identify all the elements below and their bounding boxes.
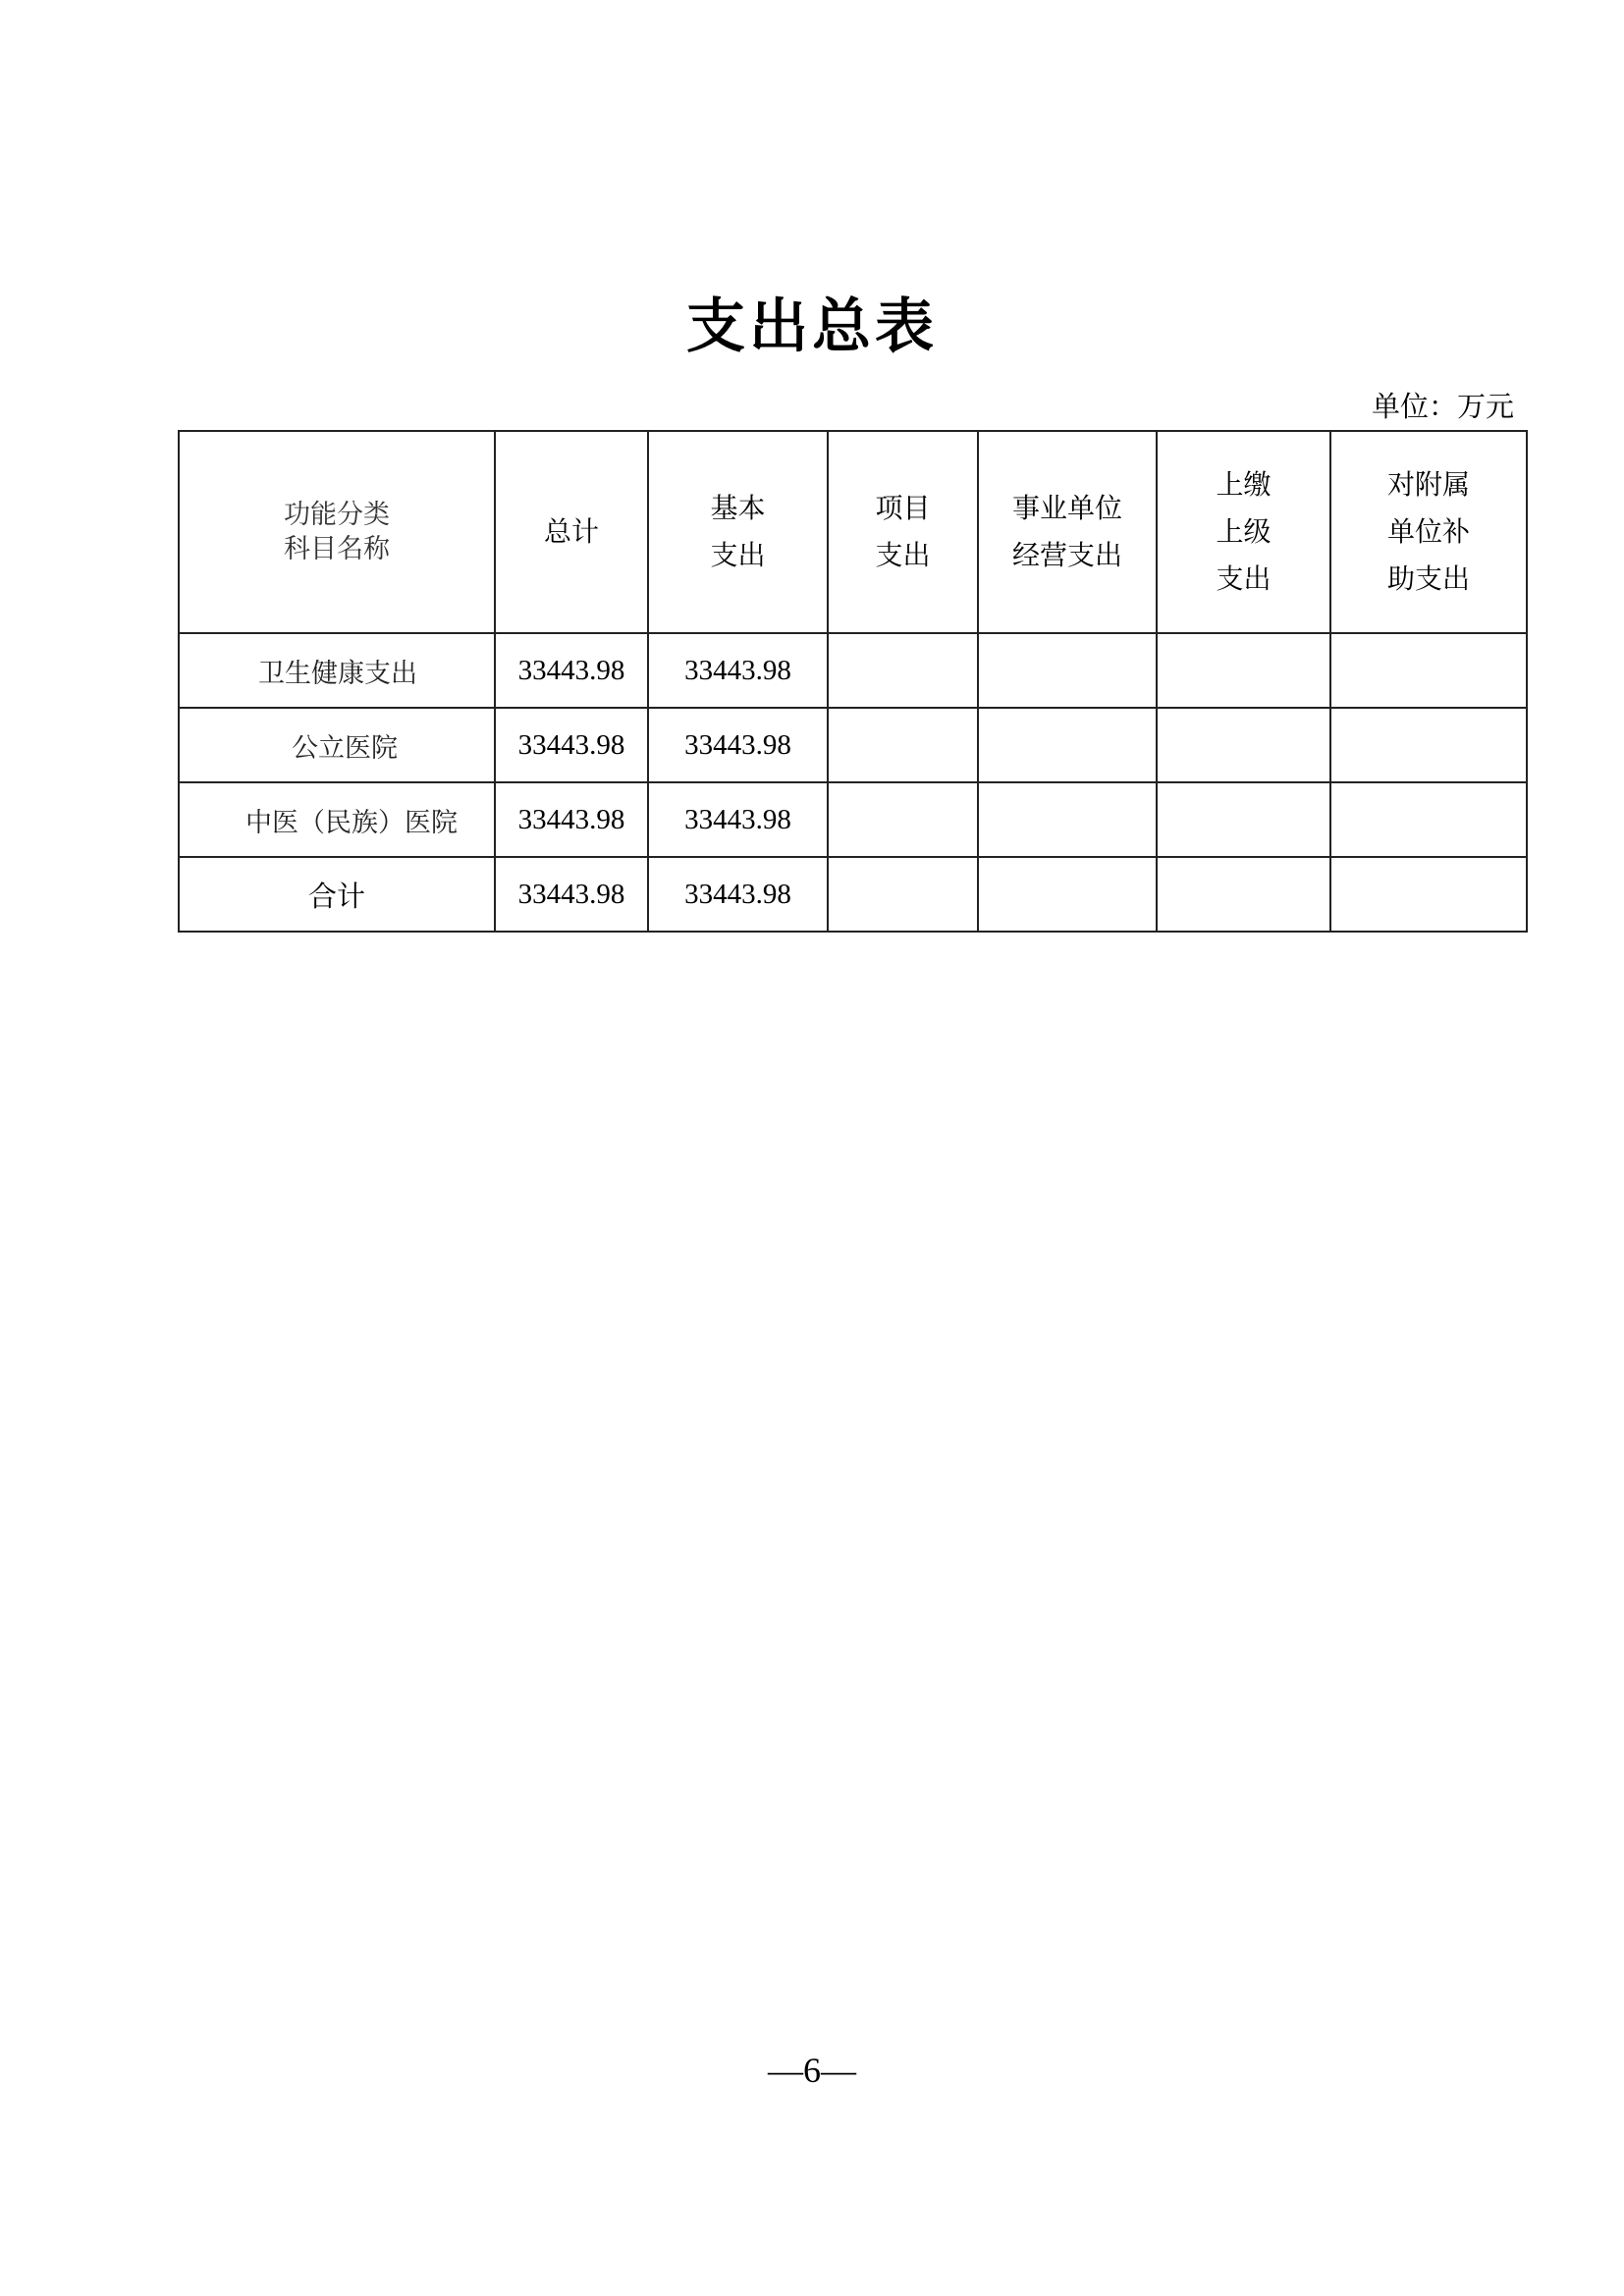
header-text: 助支出: [1386, 562, 1470, 595]
header-total: [495, 431, 648, 633]
cell-project: [828, 782, 978, 857]
cell-remit: [1157, 782, 1330, 857]
header-text: 事业单位: [1011, 492, 1122, 524]
cell-business: [978, 782, 1157, 857]
cell-project: [828, 708, 978, 782]
cell-basic: 33443.98: [648, 633, 828, 708]
header-text: 支出: [710, 539, 766, 571]
expense-summary-table: [178, 430, 1528, 933]
header-text: 经营支出: [1011, 539, 1122, 571]
row-name: 卫生健康支出: [179, 633, 495, 708]
cell-remit: [1157, 708, 1330, 782]
cell-subsidy: [1330, 782, 1527, 857]
header-text: 支出: [875, 539, 931, 571]
page-number: —6—: [768, 2051, 856, 2090]
header-function-category: [179, 431, 495, 633]
cell-total: 33443.98: [495, 633, 648, 708]
unit-label: 单位：万元: [1371, 390, 1514, 423]
cell-basic: 33443.98: [648, 782, 828, 857]
header-basic-expense: [648, 431, 828, 633]
cell-total: 33443.98: [495, 708, 648, 782]
cell-remit: [1157, 633, 1330, 708]
cell-remit: [1157, 857, 1330, 932]
row-name: 公立医院: [179, 708, 495, 782]
header-business-expense: [978, 431, 1157, 633]
header-remit-expense: [1157, 431, 1330, 633]
total-row: [179, 857, 1527, 932]
header-text: 科目名称: [284, 534, 390, 564]
header-text: 单位补: [1386, 515, 1470, 548]
cell-subsidy: [1330, 857, 1527, 932]
cell-total: 33443.98: [495, 782, 648, 857]
table-row: [179, 633, 1527, 708]
header-subsidy-expense: [1330, 431, 1527, 633]
header-text: 基本: [710, 492, 766, 524]
header-text: 功能分类: [284, 500, 390, 530]
cell-project: [828, 857, 978, 932]
cell-business: [978, 857, 1157, 932]
cell-subsidy: [1330, 633, 1527, 708]
header-text: 上级: [1216, 515, 1272, 548]
header-text: 总计: [543, 515, 599, 548]
cell-basic: 33443.98: [648, 857, 828, 932]
row-name: 中医（民族）医院: [179, 782, 495, 857]
cell-subsidy: [1330, 708, 1527, 782]
cell-project: [828, 633, 978, 708]
table-header-row: [179, 431, 1527, 633]
cell-business: [978, 633, 1157, 708]
cell-basic: 33443.98: [648, 708, 828, 782]
header-text: 对附属: [1386, 468, 1470, 501]
header-project-expense: [828, 431, 978, 633]
header-text: 项目: [875, 492, 931, 524]
table-row: [179, 708, 1527, 782]
table-row: [179, 782, 1527, 857]
cell-total: 33443.98: [495, 857, 648, 932]
header-text: 支出: [1216, 562, 1272, 595]
header-text: 上缴: [1216, 468, 1272, 501]
page-title: 支出总表: [686, 293, 938, 361]
cell-business: [978, 708, 1157, 782]
total-label: 合计: [179, 857, 495, 932]
